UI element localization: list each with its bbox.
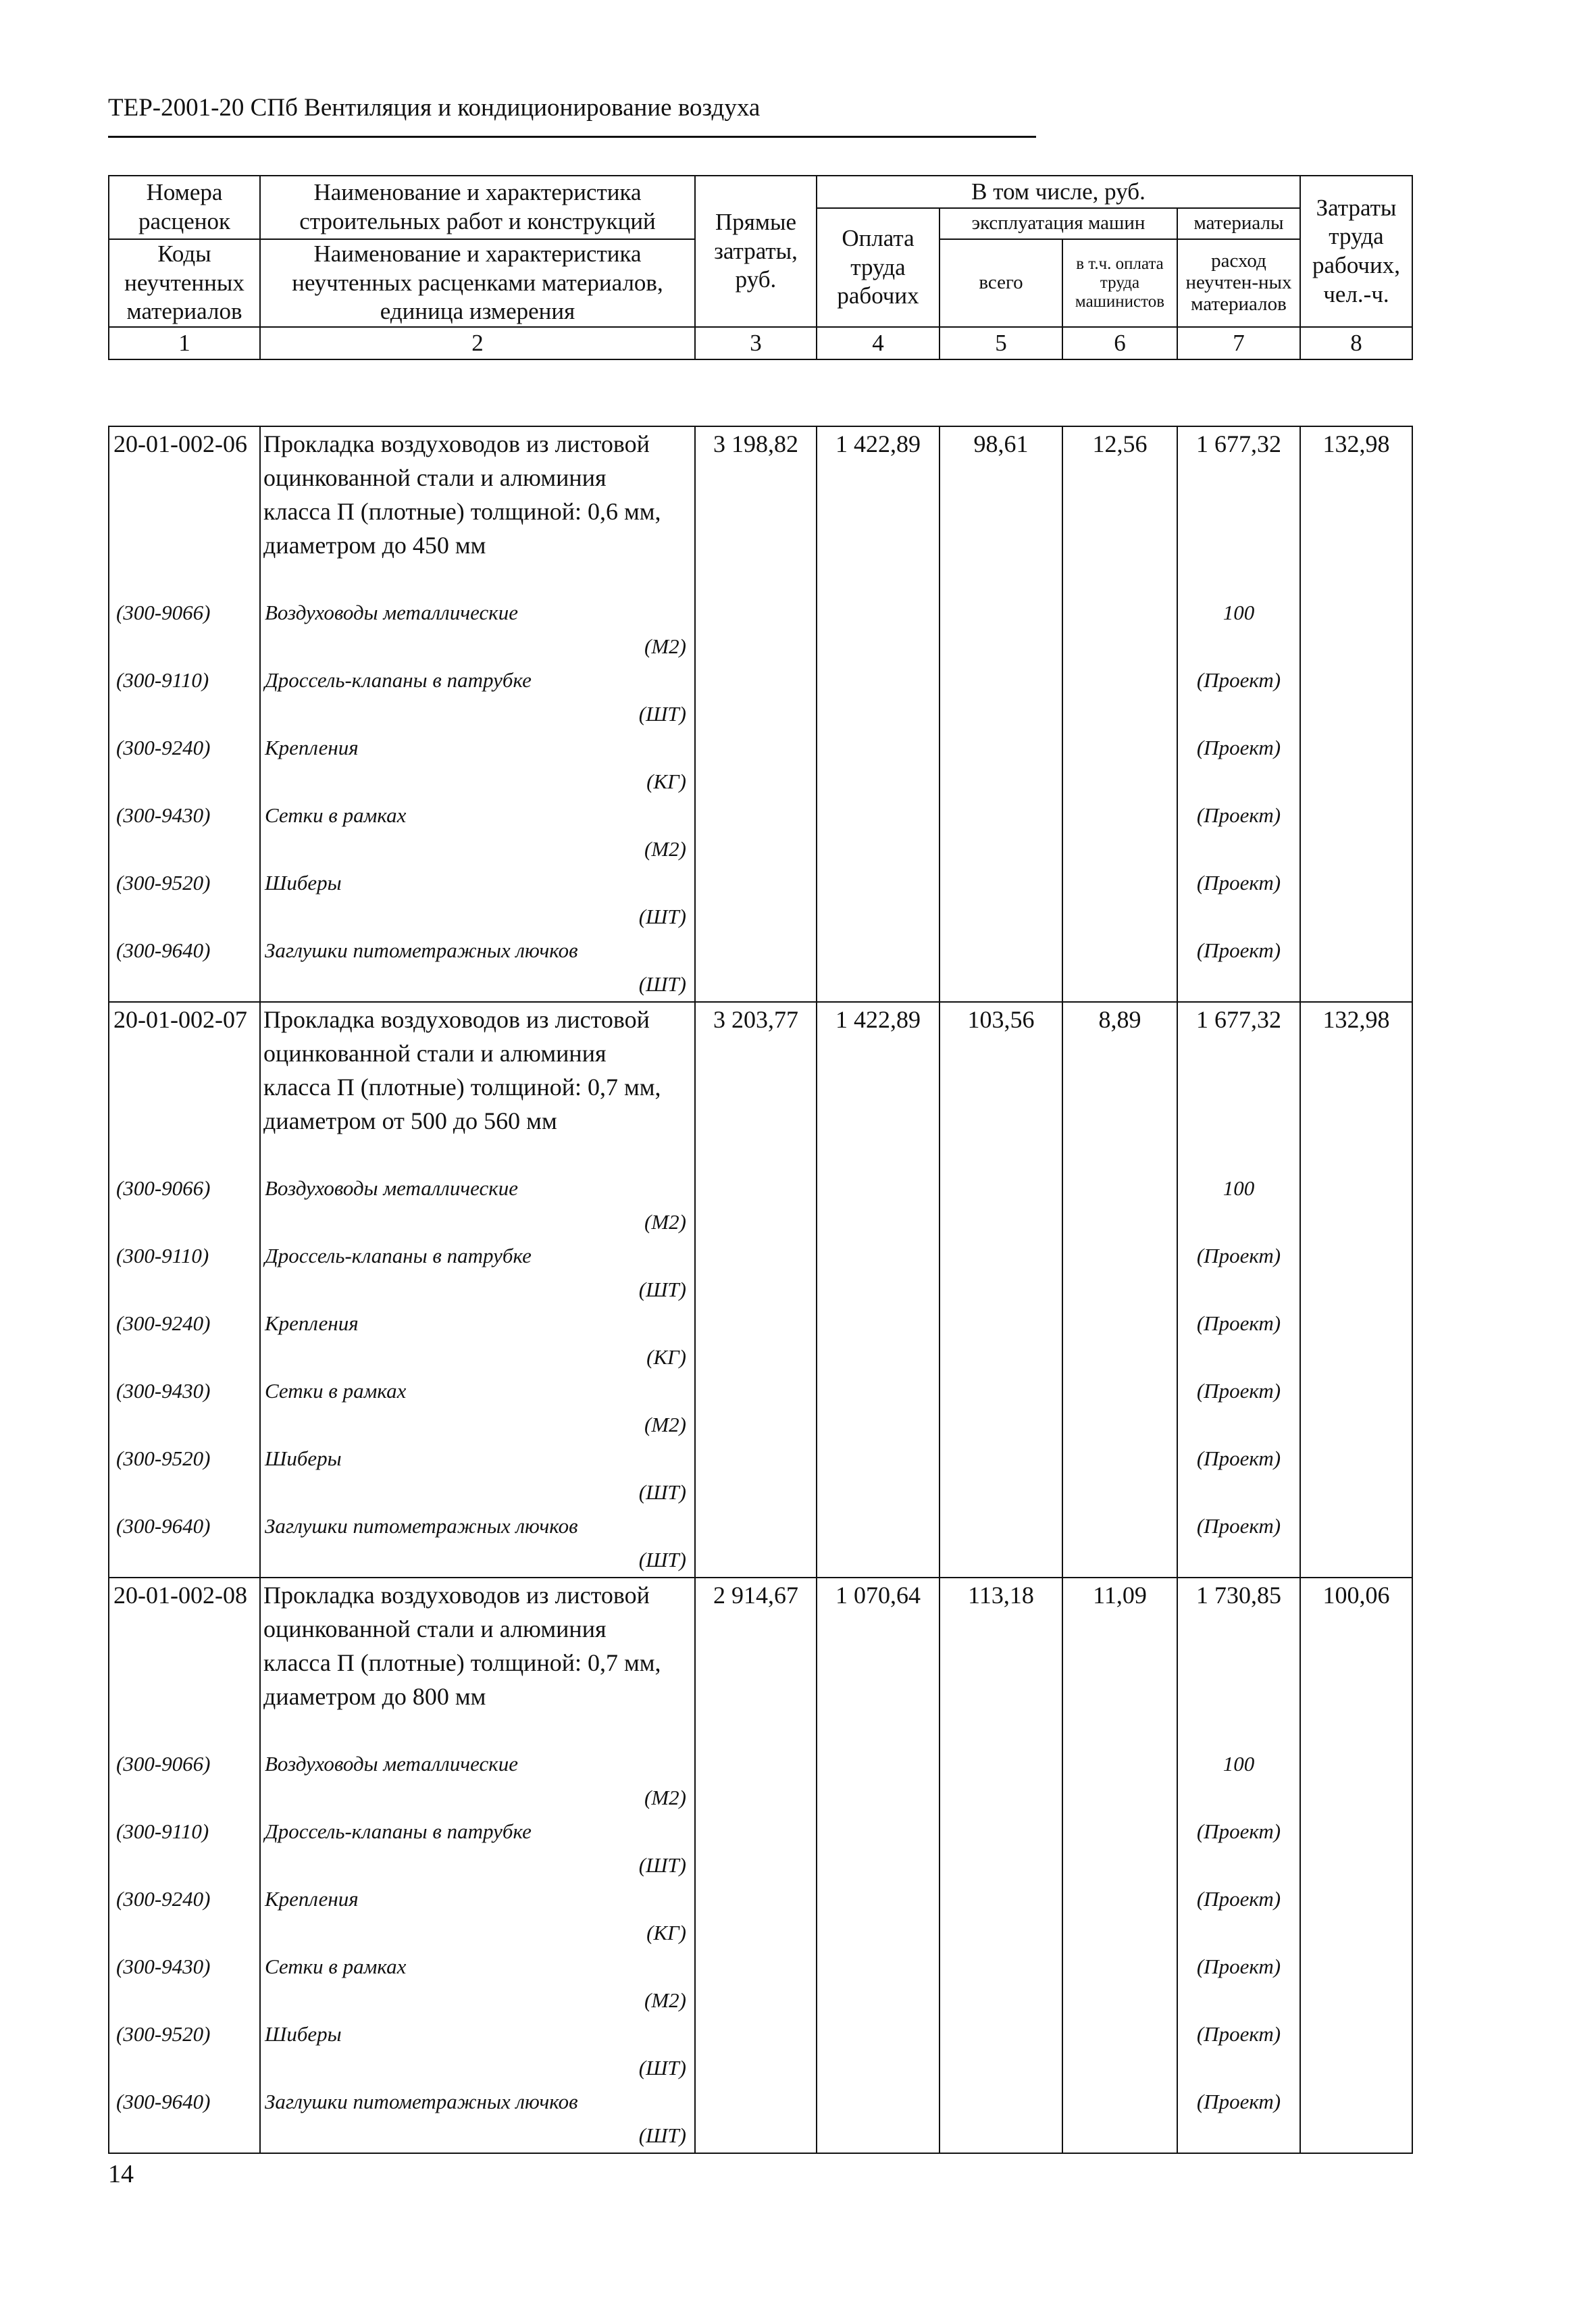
table-row (109, 1578, 1412, 2153)
material-name: Воздуховоды металлические (265, 1752, 518, 1776)
materials-value: 1 730,85 (1196, 1582, 1281, 1609)
material-code: (300-9520) (116, 871, 211, 895)
material-unit: (М2) (644, 1210, 686, 1234)
table-row (109, 426, 1412, 1002)
material-name: Шиберы (265, 2022, 342, 2046)
labor-hours-value: 132,98 (1322, 1006, 1390, 1033)
material-consumption: (Проект) (1196, 1514, 1281, 1538)
material-code: (300-9110) (116, 1819, 209, 1843)
material-unit: (ШТ) (638, 905, 686, 928)
material-consumption: (Проект) (1196, 938, 1281, 962)
machines-total-value: 98,61 (973, 430, 1029, 457)
materials-value-cell (1177, 426, 1300, 1002)
header-column-numbers (109, 327, 1412, 359)
header-labor-wages: Оплата труда рабочих (817, 208, 939, 327)
rate-name-cell (260, 1578, 695, 2153)
table-header (108, 175, 1413, 360)
direct-costs-value-cell (695, 1002, 817, 1578)
page-title: ТЕР-2001-20 СПб Вентиляция и кондиционирование воздуха (108, 94, 761, 122)
material-name: Сетки в рамках (265, 1379, 407, 1403)
materials-value: 1 677,32 (1196, 430, 1281, 457)
table-row (109, 1002, 1412, 1578)
material-code: (300-9430) (116, 803, 211, 827)
machines-total-value: 113,18 (968, 1582, 1034, 1609)
rate-code-cell (109, 1002, 260, 1578)
direct-costs-value: 2 914,67 (713, 1582, 798, 1609)
material-unit: (ШТ) (638, 1278, 686, 1301)
header-unaccounted-materials: расход неучтен-ных материалов (1177, 239, 1300, 327)
machines-total-value-cell (939, 1002, 1062, 1578)
page-number: 14 (108, 2160, 134, 2188)
labor-wages-value: 1 070,64 (835, 1582, 921, 1609)
material-name: Крепления (265, 1311, 359, 1335)
materials-value-cell (1177, 1578, 1300, 2153)
material-unit: (М2) (644, 1413, 686, 1436)
column-number: 7 (1177, 327, 1300, 359)
material-consumption: (Проект) (1196, 1244, 1281, 1267)
column-number: 4 (817, 327, 939, 359)
rate-code-cell (109, 426, 260, 1002)
material-unit: (ШТ) (638, 1480, 686, 1504)
material-code: (300-9110) (116, 1244, 209, 1267)
labor-wages-value: 1 422,89 (835, 1006, 921, 1033)
material-unit: (ШТ) (638, 1548, 686, 1571)
material-code: (300-9240) (116, 1311, 211, 1335)
rate-name: Прокладка воздуховодов из листовой оцинкованной стали и алюминия класса П (плотные) толщиной: 0,6 мм, диаметром до 450 мм (263, 430, 661, 559)
machinists-wages-value: 8,89 (1098, 1006, 1141, 1033)
header-machines-group: эксплуатация машин (939, 208, 1177, 239)
material-unit: (М2) (644, 837, 686, 861)
header-labor-hours: Затраты труда рабочих, чел.-ч. (1300, 176, 1412, 327)
material-name: Сетки в рамках (265, 1955, 407, 1978)
material-code: (300-9240) (116, 1887, 211, 1911)
material-consumption: (Проект) (1196, 2090, 1281, 2113)
rate-name-cell (260, 1002, 695, 1578)
labor-wages-value-cell (817, 1578, 939, 2153)
direct-costs-value-cell (695, 1578, 817, 2153)
material-consumption: 100 (1222, 1176, 1255, 1200)
header-material-names: Наименование и характеристика неучтенных расценками материалов, единица измерения (260, 239, 695, 327)
machinists-wages-value: 12,56 (1092, 430, 1148, 457)
materials-value: 1 677,32 (1196, 1006, 1281, 1033)
machines-total-value: 103,56 (967, 1006, 1035, 1033)
rate-code: 20-01-002-08 (113, 1582, 247, 1609)
material-code: (300-9240) (116, 736, 211, 759)
rate-name: Прокладка воздуховодов из листовой оцинкованной стали и алюминия класса П (плотные) толщиной: 0,7 мм, диаметром от 500 до 560 мм (263, 1006, 661, 1134)
header-machines-total: всего (939, 239, 1062, 327)
machines-total-value-cell (939, 426, 1062, 1002)
material-code: (300-9520) (116, 1447, 211, 1470)
title-rule (108, 136, 1036, 138)
header-including-group: В том числе, руб. (817, 176, 1300, 208)
labor-hours-value: 100,06 (1322, 1582, 1390, 1609)
material-consumption: 100 (1222, 601, 1255, 624)
header-materials-group: материалы (1177, 208, 1300, 239)
material-consumption: (Проект) (1196, 2022, 1281, 2046)
material-name: Крепления (265, 736, 359, 759)
material-name: Заглушки питометражных лючков (265, 1514, 578, 1538)
column-number: 5 (939, 327, 1062, 359)
labor-hours-value-cell (1300, 1578, 1412, 2153)
labor-hours-value-cell (1300, 426, 1412, 1002)
material-name: Шиберы (265, 871, 342, 895)
rate-name-cell (260, 426, 695, 1002)
material-name: Шиберы (265, 1447, 342, 1470)
material-consumption: (Проект) (1196, 1311, 1281, 1335)
material-consumption: (Проект) (1196, 1819, 1281, 1843)
labor-wages-value: 1 422,89 (835, 430, 921, 457)
material-unit: (М2) (644, 1786, 686, 1809)
material-unit: (КГ) (646, 1921, 686, 1944)
header-material-codes: Коды неучтенных материалов (109, 239, 260, 327)
material-unit: (М2) (644, 1988, 686, 2012)
material-unit: (ШТ) (638, 1853, 686, 1877)
column-number: 2 (260, 327, 695, 359)
material-name: Заглушки питометражных лючков (265, 2090, 578, 2113)
material-unit: (М2) (644, 634, 686, 658)
rate-name: Прокладка воздуховодов из листовой оцинкованной стали и алюминия класса П (плотные) толщиной: 0,7 мм, диаметром до 800 мм (263, 1582, 661, 1710)
material-code: (300-9110) (116, 668, 209, 692)
material-unit: (ШТ) (638, 2056, 686, 2080)
material-consumption: (Проект) (1196, 1955, 1281, 1978)
material-name: Дроссель-клапаны в патрубке (265, 1244, 532, 1267)
header-work-name: Наименование и характеристика строительных работ и конструкций (260, 176, 695, 239)
column-number: 3 (695, 327, 817, 359)
machinists-wages-value-cell (1062, 1578, 1177, 2153)
header-machinists-wages: в т.ч. оплата труда машинистов (1062, 239, 1177, 327)
material-consumption: (Проект) (1196, 668, 1281, 692)
material-consumption: (Проект) (1196, 736, 1281, 759)
direct-costs-value: 3 198,82 (713, 430, 798, 457)
labor-hours-value: 132,98 (1322, 430, 1390, 457)
material-name: Крепления (265, 1887, 359, 1911)
machinists-wages-value-cell (1062, 1002, 1177, 1578)
material-unit: (КГ) (646, 1345, 686, 1369)
material-code: (300-9640) (116, 938, 211, 962)
material-code: (300-9066) (116, 601, 211, 624)
column-number: 6 (1062, 327, 1177, 359)
rate-code-cell (109, 1578, 260, 2153)
material-name: Воздуховоды металлические (265, 601, 518, 624)
material-code: (300-9430) (116, 1955, 211, 1978)
materials-value-cell (1177, 1002, 1300, 1578)
material-consumption: (Проект) (1196, 1887, 1281, 1911)
material-unit: (КГ) (646, 770, 686, 793)
direct-costs-value-cell (695, 426, 817, 1002)
rate-code: 20-01-002-07 (113, 1006, 247, 1033)
material-name: Воздуховоды металлические (265, 1176, 518, 1200)
material-code: (300-9640) (116, 2090, 211, 2113)
material-name: Дроссель-клапаны в патрубке (265, 668, 532, 692)
labor-hours-value-cell (1300, 1002, 1412, 1578)
labor-wages-value-cell (817, 1002, 939, 1578)
material-consumption: (Проект) (1196, 871, 1281, 895)
material-name: Сетки в рамках (265, 803, 407, 827)
column-number: 8 (1300, 327, 1412, 359)
material-consumption: (Проект) (1196, 803, 1281, 827)
material-code: (300-9066) (116, 1752, 211, 1776)
material-unit: (ШТ) (638, 2123, 686, 2147)
material-name: Заглушки питометражных лючков (265, 938, 578, 962)
column-number: 1 (109, 327, 260, 359)
machinists-wages-value-cell (1062, 426, 1177, 1002)
machines-total-value-cell (939, 1578, 1062, 2153)
header-rate-numbers: Номера расценок (109, 176, 260, 239)
material-code: (300-9520) (116, 2022, 211, 2046)
material-consumption: (Проект) (1196, 1379, 1281, 1403)
material-code: (300-9430) (116, 1379, 211, 1403)
machinists-wages-value: 11,09 (1093, 1582, 1147, 1609)
direct-costs-value: 3 203,77 (713, 1006, 798, 1033)
rate-code: 20-01-002-06 (113, 430, 247, 457)
material-consumption: (Проект) (1196, 1447, 1281, 1470)
material-name: Дроссель-клапаны в патрубке (265, 1819, 532, 1843)
header-direct-costs: Прямые затраты, руб. (695, 176, 817, 327)
material-consumption: 100 (1222, 1752, 1255, 1776)
material-code: (300-9640) (116, 1514, 211, 1538)
material-unit: (ШТ) (638, 972, 686, 996)
rates-table (108, 426, 1413, 2154)
labor-wages-value-cell (817, 426, 939, 1002)
material-unit: (ШТ) (638, 702, 686, 726)
material-code: (300-9066) (116, 1176, 211, 1200)
